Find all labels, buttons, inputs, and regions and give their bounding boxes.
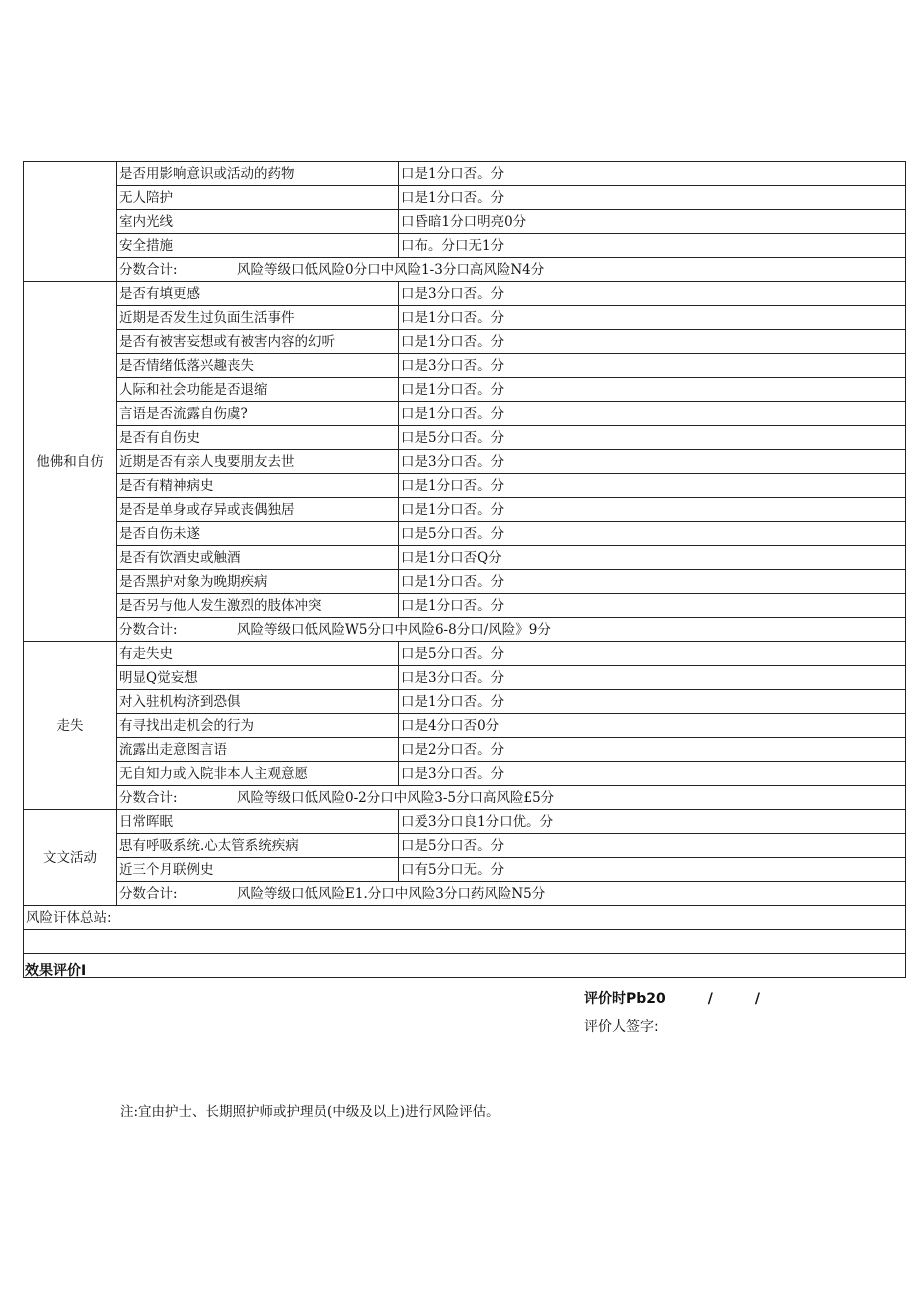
question-text: 是否黑护对象为晚期疾病: [117, 570, 399, 594]
score-total-label: 分数合计:: [119, 621, 178, 638]
question-text: 近期是否有亲人曳要朋友去世: [117, 450, 399, 474]
question-text: 明显Q觉妄想: [117, 666, 399, 690]
evaluation-row: [24, 954, 906, 978]
summary-row: [24, 906, 906, 930]
answer-options[interactable]: 口是5分口否。分: [399, 642, 906, 666]
risk-level-options[interactable]: 风险等级口低风险0分口中风险1-3分口高风险N4分: [237, 261, 545, 278]
question-text: 对入驻机构济到恐俱: [117, 690, 399, 714]
answer-options[interactable]: 口是1分口否。分: [399, 570, 906, 594]
question-row: [24, 522, 906, 546]
question-row: [24, 474, 906, 498]
answer-options[interactable]: 口是1分口否。分: [399, 402, 906, 426]
summary-blank-row: [24, 930, 906, 954]
answer-options[interactable]: 口是1分口否。分: [399, 306, 906, 330]
answer-options[interactable]: 口是3分口否。分: [399, 282, 906, 306]
answer-options[interactable]: 口有5分口无。分: [399, 858, 906, 882]
risk-level-options[interactable]: 风险等级口低风险0-2分口中风险3-5分口高风险£5分: [237, 789, 555, 806]
score-total-label: 分数合计:: [119, 885, 178, 902]
score-total-row: [24, 786, 906, 810]
answer-options[interactable]: 口是2分口否。分: [399, 738, 906, 762]
question-row: [24, 426, 906, 450]
question-text: 无人陪护: [117, 186, 399, 210]
question-row: [24, 402, 906, 426]
question-text: 思有呼吸系统.心太管系统疾病: [117, 834, 399, 858]
question-text: 有走失史: [117, 642, 399, 666]
section-category: 他佛和自仿: [24, 282, 117, 642]
question-text: 是否是单身或存异或丧偶独居: [117, 498, 399, 522]
answer-options[interactable]: 口是3分口否。分: [399, 666, 906, 690]
question-text: 言语是否流露自伤虞?: [117, 402, 399, 426]
question-text: 是否用影响意识或活动的药物: [117, 162, 399, 186]
risk-summary-field[interactable]: [24, 930, 906, 954]
question-text: 日常晖眠: [117, 810, 399, 834]
question-text: 是否有填更感: [117, 282, 399, 306]
question-row: [24, 714, 906, 738]
risk-level-options[interactable]: 风险等级口低风险W5分口中风险6-8分口/风险》9分: [237, 621, 551, 638]
answer-options[interactable]: 口是3分口否。分: [399, 762, 906, 786]
answer-options[interactable]: 口是4分口否0分: [399, 714, 906, 738]
score-total-cell[interactable]: [117, 258, 906, 282]
question-text: 是否情绪低落兴趣丧失: [117, 354, 399, 378]
question-row: [24, 834, 906, 858]
score-total-row: [24, 882, 906, 906]
question-text: 是否自伤未遂: [117, 522, 399, 546]
answer-options[interactable]: 口是5分口否。分: [399, 834, 906, 858]
answer-options[interactable]: 口昏暗1分口明亮0分: [399, 210, 906, 234]
answer-options[interactable]: 口是5分口否。分: [399, 426, 906, 450]
score-total-cell[interactable]: [117, 786, 906, 810]
score-total-row: [24, 618, 906, 642]
answer-options[interactable]: 口是3分口否。分: [399, 450, 906, 474]
answer-options[interactable]: 口是1分口否。分: [399, 378, 906, 402]
risk-summary-label: 风险讦体总站:: [24, 906, 906, 930]
answer-options[interactable]: 口是3分口否。分: [399, 354, 906, 378]
question-row: [24, 234, 906, 258]
footnote: 注:宜由护士、长期照护师或护理员(中级及以上)进行风险评估。: [120, 1104, 500, 1120]
answer-options[interactable]: 口是1分口否。分: [399, 474, 906, 498]
answer-options[interactable]: 口是1分口否。分: [399, 330, 906, 354]
question-row: [24, 762, 906, 786]
score-total-cell[interactable]: [117, 618, 906, 642]
question-text: 是否有饮酒史或触酒: [117, 546, 399, 570]
question-row: [24, 498, 906, 522]
score-total-cell[interactable]: [117, 882, 906, 906]
answer-options[interactable]: 口是5分口否。分: [399, 522, 906, 546]
question-row: [24, 330, 906, 354]
question-text: 近期是否发生过负面生活事件: [117, 306, 399, 330]
score-total-row: [24, 258, 906, 282]
question-text: 是否有精神病史: [117, 474, 399, 498]
question-row: [24, 858, 906, 882]
question-row: [24, 594, 906, 618]
risk-assessment-table: [23, 161, 906, 1035]
question-row: [24, 450, 906, 474]
score-total-label: 分数合计:: [119, 789, 178, 806]
answer-options[interactable]: 口是1分口否。分: [399, 162, 906, 186]
question-row: [24, 666, 906, 690]
question-row: [24, 162, 906, 186]
section-category: [24, 162, 117, 282]
question-row: [24, 186, 906, 210]
question-row: [24, 570, 906, 594]
question-text: 无自知力或入院非本人主观意愿: [117, 762, 399, 786]
question-row: [24, 354, 906, 378]
question-row: [24, 690, 906, 714]
section-category: 走失: [24, 642, 117, 810]
question-row: [24, 810, 906, 834]
question-text: 是否有被害妄想或有被害内容的幻听: [117, 330, 399, 354]
question-row: [24, 378, 906, 402]
answer-options[interactable]: 口是1分口否。分: [399, 690, 906, 714]
answer-options[interactable]: 口是1分口否。分: [399, 186, 906, 210]
question-text: 近三个月联例史: [117, 858, 399, 882]
question-text: 是否另与他人发生激烈的肢体冲突: [117, 594, 399, 618]
question-row: [24, 642, 906, 666]
risk-level-options[interactable]: 风险等级口低风险E1.分口中风险3分口药风险N5分: [237, 885, 546, 902]
evaluation-cell[interactable]: [24, 954, 906, 1035]
answer-options[interactable]: 口是1分口否。分: [399, 594, 906, 618]
question-text: 室内光线: [117, 210, 399, 234]
question-text: 人际和社会功能是否退缩: [117, 378, 399, 402]
answer-options[interactable]: 口是1分口否。分: [399, 498, 906, 522]
question-row: [24, 210, 906, 234]
score-total-label: 分数合计:: [119, 261, 178, 278]
evaluation-time: 评价时Pb20 / /: [584, 991, 760, 1007]
question-text: 有寻找出走机会的行为: [117, 714, 399, 738]
question-text: 流露出走意图言语: [117, 738, 399, 762]
question-row: [24, 282, 906, 306]
question-row: [24, 306, 906, 330]
evaluation-title: 效果评价I: [25, 963, 87, 979]
section-category: 文文活动: [24, 810, 117, 906]
answer-options[interactable]: 口布。分口无1分: [399, 234, 906, 258]
question-row: [24, 546, 906, 570]
question-text: 安全措施: [117, 234, 399, 258]
answer-options[interactable]: 口是1分口否Q分: [399, 546, 906, 570]
question-row: [24, 738, 906, 762]
answer-options[interactable]: 口爰3分口良1分口优。分: [399, 810, 906, 834]
evaluator-signature: 评价人签字:: [584, 1019, 659, 1035]
question-text: 是否有自伤史: [117, 426, 399, 450]
